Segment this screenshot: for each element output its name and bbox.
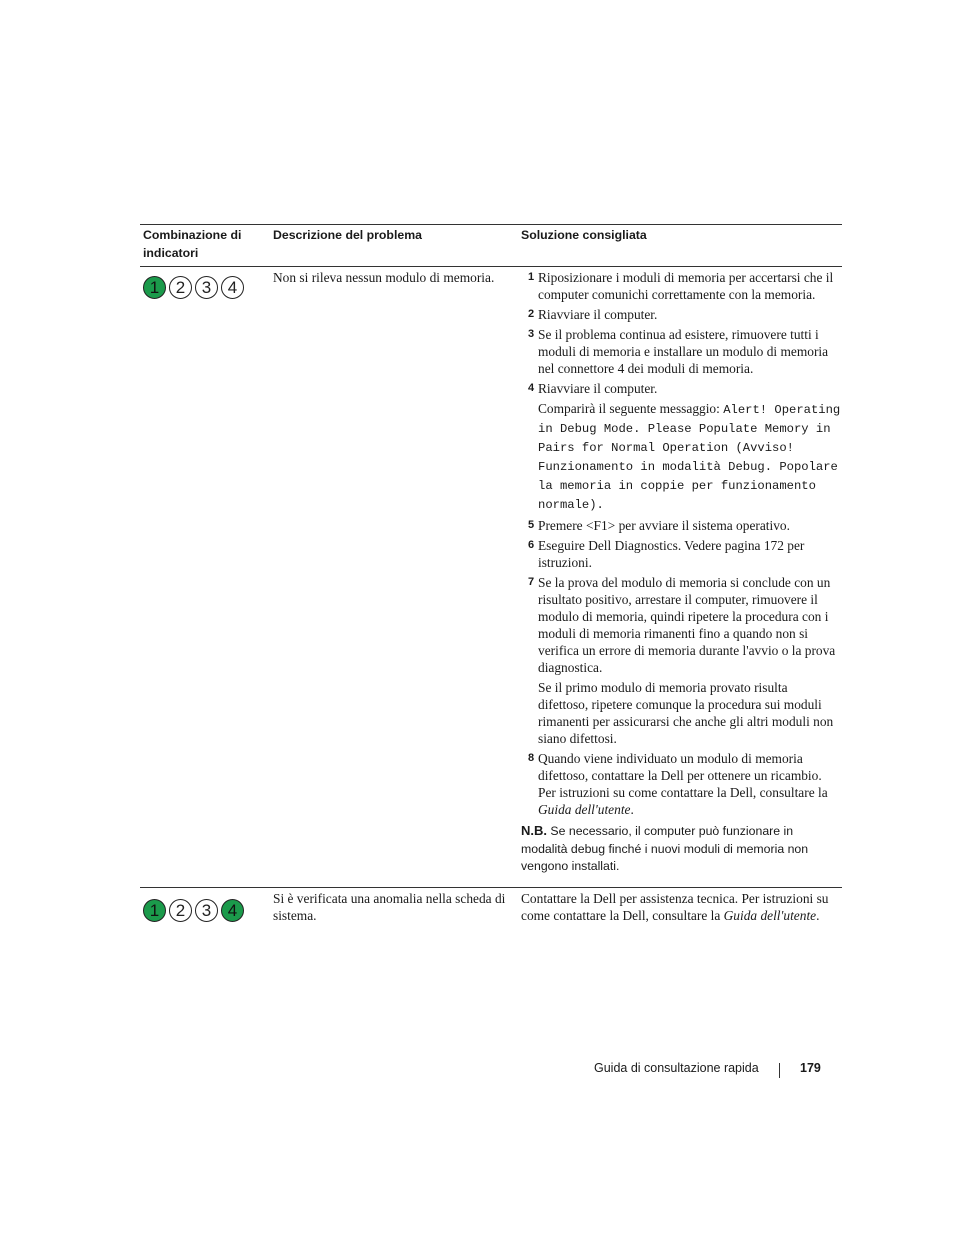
solution-step: 6 Eseguire Dell Diagnostics. Vedere pagina 172 per istruzioni. xyxy=(528,538,805,570)
header-recommended-solution: Soluzione consigliata xyxy=(521,228,647,242)
step7-followup: Se il primo modulo di memoria provato risulta difettoso, ripetere comunque la procedura sui moduli rimanenti per assicurarsi che anche gli altri moduli non siano difettosi. xyxy=(538,680,834,746)
footer-title: Guida di consultazione rapida xyxy=(594,1061,759,1075)
problem-description-row2: Si è verificata una anomalia nella scheda di sistema. xyxy=(273,891,506,923)
solution-row1 xyxy=(521,269,841,876)
row-separator-rule xyxy=(140,887,842,888)
led-2-icon: 2 xyxy=(169,276,192,299)
solution-step: 8 Quando viene individuato un modulo di memoria difettoso, contattare la Dell per ottenere un ricambio. Per istruzioni su come contattare la Dell, consultare la Guida dell'utente. xyxy=(528,751,828,817)
led-2-icon: 2 xyxy=(169,899,192,922)
problem-description-row1: Non si rileva nessun modulo di memoria. xyxy=(273,270,495,285)
solution-step: 2 Riavviare il computer. xyxy=(528,307,658,322)
debug-message-code: Alert! Operating in Debug Mode. Please Populate Memory in Pairs for Normal Operation (Avviso! Funzionamento in modalità Debug. Popolare la memoria in coppie per funzionamento normale). xyxy=(538,403,841,512)
solution-step: 5 Premere <F1> per avviare il sistema operativo. xyxy=(528,518,790,533)
footer-separator xyxy=(779,1063,780,1078)
led-1-icon: 1 xyxy=(143,276,166,299)
led-3-icon: 3 xyxy=(195,899,218,922)
solution-step: 3 Se il problema continua ad esistere, rimuovere tutti i moduli di memoria e installare un modulo di memoria nel connettore 4 dei moduli di memoria. xyxy=(528,327,829,376)
led-3-icon: 3 xyxy=(195,276,218,299)
solution-step: 1 Riposizionare i moduli di memoria per accertarsi che il computer comunichi correttamente con la memoria. xyxy=(528,270,834,302)
header-problem-description: Descrizione del problema xyxy=(273,228,422,242)
led-1-icon: 1 xyxy=(143,899,166,922)
f1-key: <F1> xyxy=(585,518,616,533)
debug-message-paragraph: Comparirà il seguente messaggio: Alert! Operating in Debug Mode. Please Populate Memory in Pairs for Normal Operation (Avviso! Funzionamento in modalità Debug. Popolare la memoria in coppie per funzionamento normale). xyxy=(538,401,841,512)
page-footer xyxy=(594,1061,821,1075)
led-4-icon: 4 xyxy=(221,276,244,299)
solution-step: 4 Riavviare il computer. xyxy=(528,381,658,396)
solution-step: 7 Se la prova del modulo di memoria si conclude con un risultato positivo, arrestare il computer, rimuovere il modulo di memoria, quindi ripetere la procedura con i moduli di memoria rimanenti fino a quando non si verifica un errore di memoria durante l'avvio o la prova diagnostica. xyxy=(528,575,836,675)
note-label: N.B. xyxy=(521,823,547,838)
header-led-combination: Combinazione di indicatori xyxy=(143,228,242,260)
note: N.B. Se necessario, il computer può funzionare in modalità debug finché i nuovi moduli di memoria non vengono installati. xyxy=(521,823,809,873)
led-pattern-row2 xyxy=(143,899,263,922)
page-number: 179 xyxy=(800,1061,821,1075)
led-pattern-row1 xyxy=(143,276,263,299)
led-4-icon: 4 xyxy=(221,899,244,922)
header-bottom-rule xyxy=(140,266,842,267)
table-top-rule xyxy=(140,224,842,225)
solution-row2: Contattare la Dell per assistenza tecnica. Per istruzioni su come contattare la Dell, consultare la Guida dell'utente. xyxy=(521,891,829,923)
